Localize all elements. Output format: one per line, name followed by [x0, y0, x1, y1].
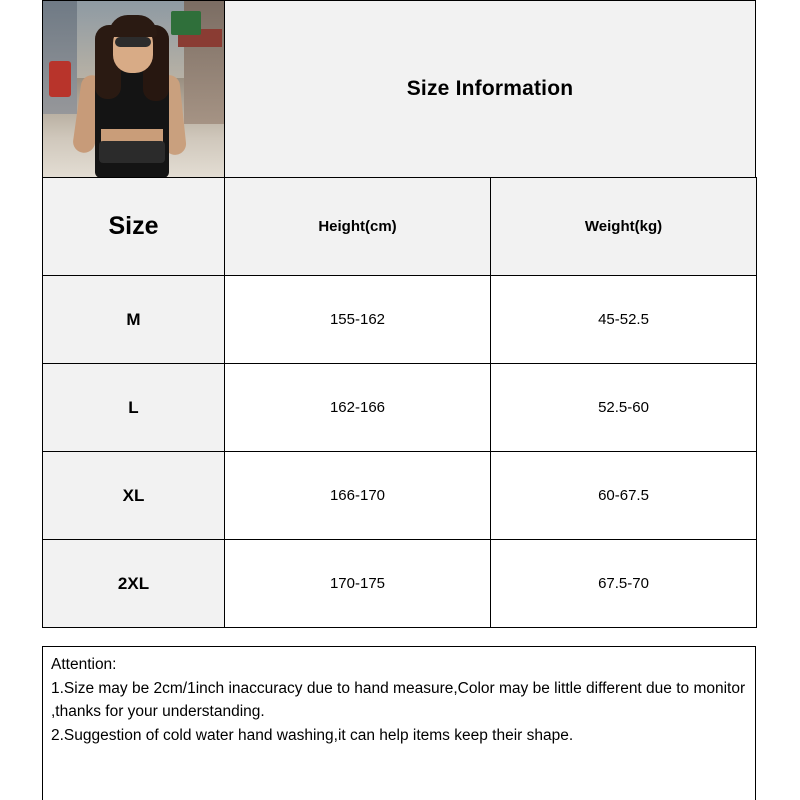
photo-model-hair-top — [109, 15, 157, 37]
attention-line-2: 2.Suggestion of cold water hand washing,it can help items keep their shape. — [51, 726, 574, 744]
size-table — [42, 177, 757, 628]
cell-height: 162-166 — [225, 364, 491, 452]
cell-size: 2XL — [43, 540, 225, 628]
cell-weight: 60-67.5 — [491, 452, 757, 540]
cell-height: 166-170 — [225, 452, 491, 540]
sunglasses-icon — [115, 37, 151, 47]
photo-green-sign — [171, 11, 201, 35]
title-cell — [225, 1, 755, 177]
column-header-weight: Weight(kg) — [491, 178, 757, 276]
model-photo — [43, 1, 225, 177]
cell-weight: 45-52.5 — [491, 276, 757, 364]
photo-model-bottom — [99, 141, 165, 163]
table-row — [43, 364, 757, 452]
cell-size: M — [43, 276, 225, 364]
header-band — [42, 0, 756, 177]
attention-box — [42, 646, 756, 800]
column-header-size: Size — [43, 178, 225, 276]
table-header — [43, 178, 757, 276]
photo-red-sign — [49, 61, 71, 97]
table-header-row — [43, 178, 757, 276]
cell-weight: 67.5-70 — [491, 540, 757, 628]
attention-line-1: 1.Size may be 2cm/1inch inaccuracy due to hand measure,Color may be little different due to monitor ,thanks for your understanding. — [51, 679, 750, 721]
table-row — [43, 452, 757, 540]
page-title: Size Information — [406, 77, 574, 100]
column-header-height: Height(cm) — [225, 178, 491, 276]
cell-weight: 52.5-60 — [491, 364, 757, 452]
attention-heading: Attention: — [51, 656, 117, 673]
cell-height: 155-162 — [225, 276, 491, 364]
table-row — [43, 540, 757, 628]
cell-size: XL — [43, 452, 225, 540]
cell-height: 170-175 — [225, 540, 491, 628]
table-body — [43, 276, 757, 628]
table-row — [43, 276, 757, 364]
cell-size: L — [43, 364, 225, 452]
